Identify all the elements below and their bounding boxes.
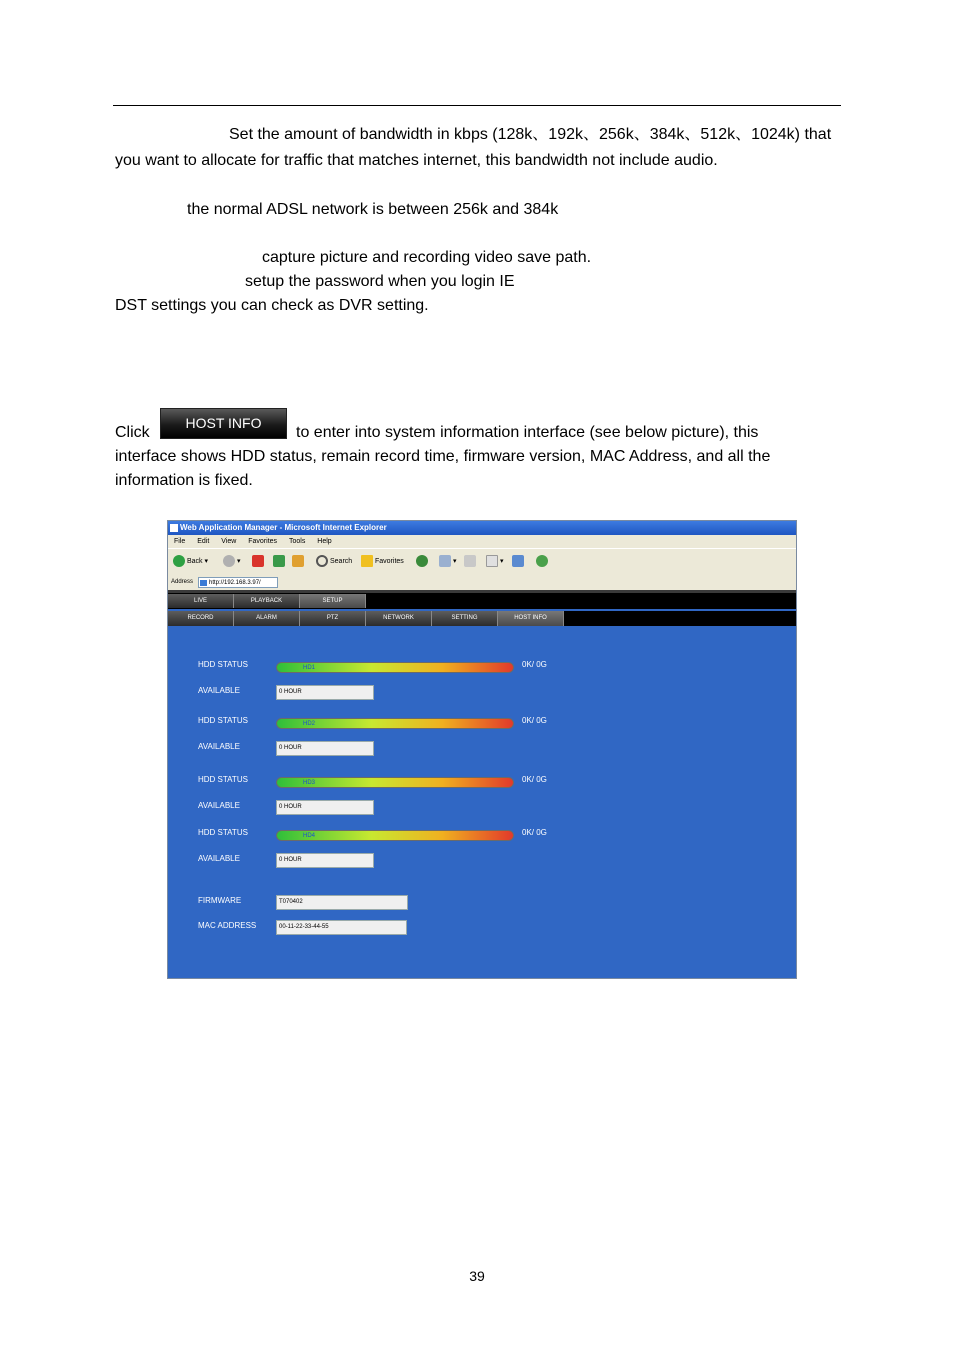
hdd-status-bar	[276, 718, 514, 729]
mail-button[interactable]: ▾	[439, 555, 457, 569]
hdd-capacity: 0K/ 0G	[522, 828, 547, 837]
favorites-label: Favorites	[375, 558, 404, 565]
home-button[interactable]	[292, 555, 306, 569]
header-rule	[113, 105, 841, 106]
hdd-name: HD3	[303, 780, 316, 786]
menu-help[interactable]: Help	[317, 538, 332, 545]
bandwidth-text-2: you want to allocate for traffic that matches internet, this bandwidth not include audio.	[115, 152, 718, 169]
search-button[interactable]	[316, 555, 352, 569]
favorites-button[interactable]	[361, 555, 404, 569]
available-label: AVAILABLE	[198, 686, 240, 695]
hdd-status-label: HDD STATUS	[198, 716, 248, 725]
refresh-icon	[273, 555, 285, 567]
hdd-status-label: HDD STATUS	[198, 660, 248, 669]
password-text: setup the password when you login IE	[245, 273, 515, 290]
available-label: AVAILABLE	[198, 801, 240, 810]
back-label: Back	[187, 558, 203, 565]
stop-button[interactable]	[252, 555, 266, 569]
tab-live[interactable]: LIVE	[168, 594, 234, 608]
mac-address-label: MAC ADDRESS	[198, 921, 257, 930]
available-field: 0 HOUR	[276, 853, 374, 868]
host-info-text-3: information is fixed.	[115, 472, 253, 489]
tab-host-info[interactable]: HOST INFO	[498, 611, 564, 626]
print-icon	[464, 555, 476, 567]
edit-button[interactable]: ▾	[486, 555, 504, 569]
window-title-bar	[168, 521, 796, 535]
menu-view[interactable]: View	[221, 538, 237, 545]
hdd-name: HD1	[303, 665, 316, 671]
hdd-capacity: 0K/ 0G	[522, 775, 547, 784]
click-word: Click	[115, 424, 150, 441]
available-field: 0 HOUR	[276, 741, 374, 756]
page-icon	[200, 580, 207, 586]
forward-button[interactable]: ▾	[223, 555, 241, 569]
address-label: Address	[171, 579, 194, 585]
mail-icon	[439, 555, 451, 567]
menu-favorites[interactable]: Favorites	[248, 538, 278, 545]
bandwidth-text-1: Set the amount of bandwidth in kbps (128k、192k、256k、384k、512k、1024k) that	[229, 126, 832, 143]
available-field: 0 HOUR	[276, 800, 374, 815]
hdd-status-label: HDD STATUS	[198, 828, 248, 837]
stop-icon	[252, 555, 264, 567]
tab-alarm[interactable]: ALARM	[234, 611, 300, 626]
host-info-button-image: HOST INFO	[160, 408, 287, 439]
hdd-capacity: 0K/ 0G	[522, 716, 547, 725]
dst-text: DST settings you can check as DVR setting.	[115, 297, 429, 314]
available-label: AVAILABLE	[198, 742, 240, 751]
main-tabs	[168, 593, 796, 609]
host-info-text-2: interface shows HDD status, remain record time, firmware version, MAC Address, and all the	[115, 448, 771, 465]
ie-icon	[170, 524, 178, 532]
tab-network[interactable]: NETWORK	[366, 611, 432, 626]
address-bar	[168, 575, 796, 590]
search-label: Search	[330, 558, 353, 565]
address-input[interactable]	[198, 577, 278, 588]
messenger-button[interactable]	[536, 555, 550, 569]
messenger-icon	[536, 555, 548, 567]
browser-screenshot	[167, 520, 797, 979]
host-info-text-1: to enter into system information interface (see below picture), this	[296, 424, 759, 441]
hdd-status-bar	[276, 830, 514, 841]
page-number: 39	[469, 1268, 485, 1284]
available-field: 0 HOUR	[276, 685, 374, 700]
star-icon	[361, 555, 373, 567]
home-icon	[292, 555, 304, 567]
print-button[interactable]	[464, 555, 478, 569]
refresh-button[interactable]	[273, 555, 287, 569]
adsl-note: the normal ADSL network is between 256k and 384k	[187, 201, 559, 218]
forward-arrow-icon	[223, 555, 235, 567]
mac-address-field: 00-11-22-33-44-55	[276, 920, 407, 935]
menu-edit[interactable]: Edit	[197, 538, 210, 545]
back-arrow-icon	[173, 555, 185, 567]
tab-setup[interactable]: SETUP	[300, 594, 366, 608]
tab-playback[interactable]: PLAYBACK	[234, 594, 300, 608]
hdd-name: HD2	[303, 721, 316, 727]
firmware-label: FIRMWARE	[198, 896, 242, 905]
edit-icon	[486, 555, 498, 567]
save-path-text: capture picture and recording video save path.	[262, 249, 592, 266]
back-button[interactable]: Back ▾	[173, 555, 208, 569]
history-icon	[416, 555, 428, 567]
discuss-icon	[512, 555, 524, 567]
menu-file[interactable]: File	[174, 538, 186, 545]
toolbar	[168, 548, 796, 575]
hdd-capacity: 0K/ 0G	[522, 660, 547, 669]
setup-subtabs	[168, 611, 796, 626]
tab-setting[interactable]: SETTING	[432, 611, 498, 626]
tab-ptz[interactable]: PTZ	[300, 611, 366, 626]
search-icon	[316, 555, 328, 567]
window-title: Web Application Manager - Microsoft Internet Explorer	[180, 523, 387, 532]
tab-record[interactable]: RECORD	[168, 611, 234, 626]
history-button[interactable]	[416, 555, 430, 569]
firmware-field: T070402	[276, 895, 408, 910]
hdd-status-bar	[276, 662, 514, 673]
discuss-button[interactable]	[512, 555, 526, 569]
hdd-name: HD4	[303, 833, 316, 839]
menu-bar	[168, 535, 796, 548]
address-value: http://192.168.3.97/	[209, 580, 261, 586]
hdd-status-bar	[276, 777, 514, 788]
available-label: AVAILABLE	[198, 854, 240, 863]
menu-tools[interactable]: Tools	[289, 538, 306, 545]
hdd-status-label: HDD STATUS	[198, 775, 248, 784]
